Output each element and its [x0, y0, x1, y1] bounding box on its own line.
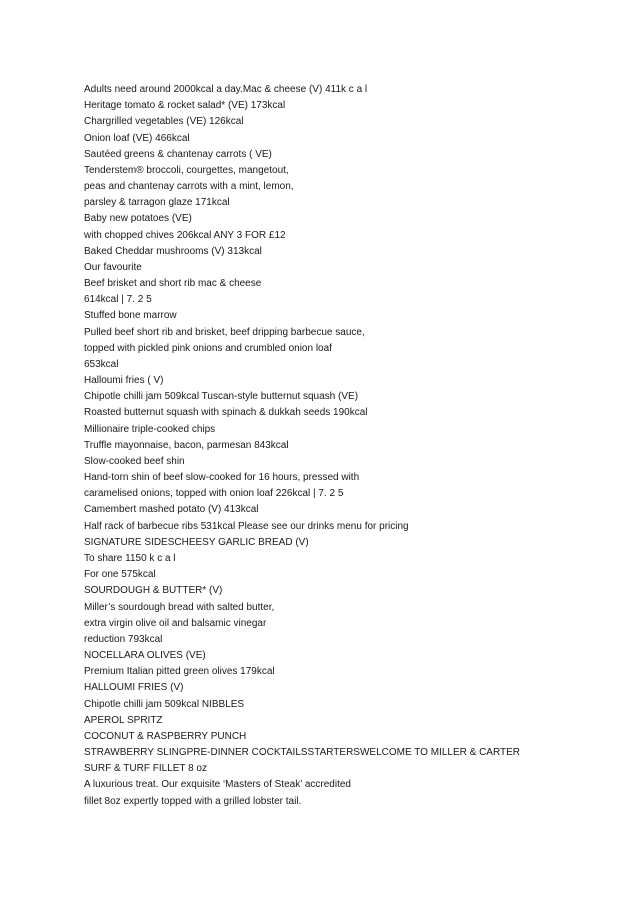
text-line: Our favourite	[84, 261, 142, 273]
text-line: Slow-cooked beef shin	[84, 455, 185, 467]
text-line: To share 1150 k c a l	[84, 552, 176, 564]
text-line: Miller’s sourdough bread with salted butter,	[84, 601, 275, 613]
text-line: parsley & tarragon glaze 171kcal	[84, 197, 230, 209]
text-line: HALLOUMI FRIES (V)	[84, 682, 184, 694]
text-line: Tenderstem® broccoli, courgettes, mangetout,	[84, 164, 289, 176]
text-line: Beef brisket and short rib mac & cheese	[84, 278, 262, 290]
text-line: Baby new potatoes (VE)	[84, 213, 192, 225]
text-line: NOCELLARA OLIVES (VE)	[84, 650, 206, 662]
text-line: APEROL SPRITZ	[84, 714, 163, 726]
text-line: caramelised onions, topped with onion loaf 226kcal | 7. 2 5	[84, 488, 344, 500]
text-line: Chipotle chilli jam 509kcal NIBBLES	[84, 698, 245, 710]
text-line: Stuffed bone marrow	[84, 310, 177, 322]
text-line: Camembert mashed potato (V) 413kcal	[84, 504, 259, 516]
text-line: SURF & TURF FILLET 8 oz	[84, 763, 207, 775]
text-line: peas and chantenay carrots with a mint, lemon,	[84, 181, 294, 193]
text-line: reduction 793kcal	[84, 633, 163, 645]
text-line: Sautéed greens & chantenay carrots ( VE)	[84, 148, 272, 160]
text-line: 653kcal	[84, 358, 119, 370]
text-line: Heritage tomato & rocket salad* (VE) 173kcal	[84, 100, 286, 112]
menu-document	[84, 82, 624, 810]
text-line: Hand-torn shin of beef slow-cooked for 16 hours, pressed with	[84, 472, 360, 484]
text-line: 614kcal | 7. 2 5	[84, 294, 152, 306]
text-line: SIGNATURE SIDESCHEESY GARLIC BREAD (V)	[84, 536, 309, 548]
text-line: A luxurious treat. Our exquisite ‘Masters of Steak’ accredited	[84, 779, 351, 791]
text-line: Half rack of barbecue ribs 531kcal Please see our drinks menu for pricing	[84, 520, 409, 532]
text-line: Adults need around 2000kcal a day.Mac & cheese (V) 411k c a l	[84, 84, 368, 95]
text-line: Millionaire triple-cooked chips	[84, 423, 216, 435]
text-line: STRAWBERRY SLINGPRE-DINNER COCKTAILSSTARTERSWELCOME TO MILLER & CARTER	[84, 747, 521, 759]
text-line: Chargrilled vegetables (VE) 126kcal	[84, 116, 244, 128]
text-line: Truffle mayonnaise, bacon, parmesan 843kcal	[84, 439, 289, 451]
text-line: with chopped chives 206kcal ANY 3 FOR £12	[84, 229, 286, 241]
text-line: Roasted butternut squash with spinach & dukkah seeds 190kcal	[84, 407, 368, 419]
text-line: For one 575kcal	[84, 569, 156, 581]
text-line: Premium Italian pitted green olives 179kcal	[84, 666, 275, 678]
text-line: Halloumi fries ( V)	[84, 375, 164, 387]
text-line: Chipotle chilli jam 509kcal Tuscan-style butternut squash (VE)	[84, 391, 359, 403]
text-line: Baked Cheddar mushrooms (V) 313kcal	[84, 245, 262, 257]
text-line: topped with pickled pink onions and crumbled onion loaf	[84, 342, 332, 354]
text-line: fillet 8oz expertly topped with a grilled lobster tail.	[84, 795, 302, 807]
text-line: Pulled beef short rib and brisket, beef dripping barbecue sauce,	[84, 326, 365, 338]
text-line: extra virgin olive oil and balsamic vinegar	[84, 617, 267, 629]
text-line: SOURDOUGH & BUTTER* (V)	[84, 585, 223, 597]
text-line: Onion loaf (VE) 466kcal	[84, 132, 190, 144]
text-line: COCONUT & RASPBERRY PUNCH	[84, 730, 247, 742]
